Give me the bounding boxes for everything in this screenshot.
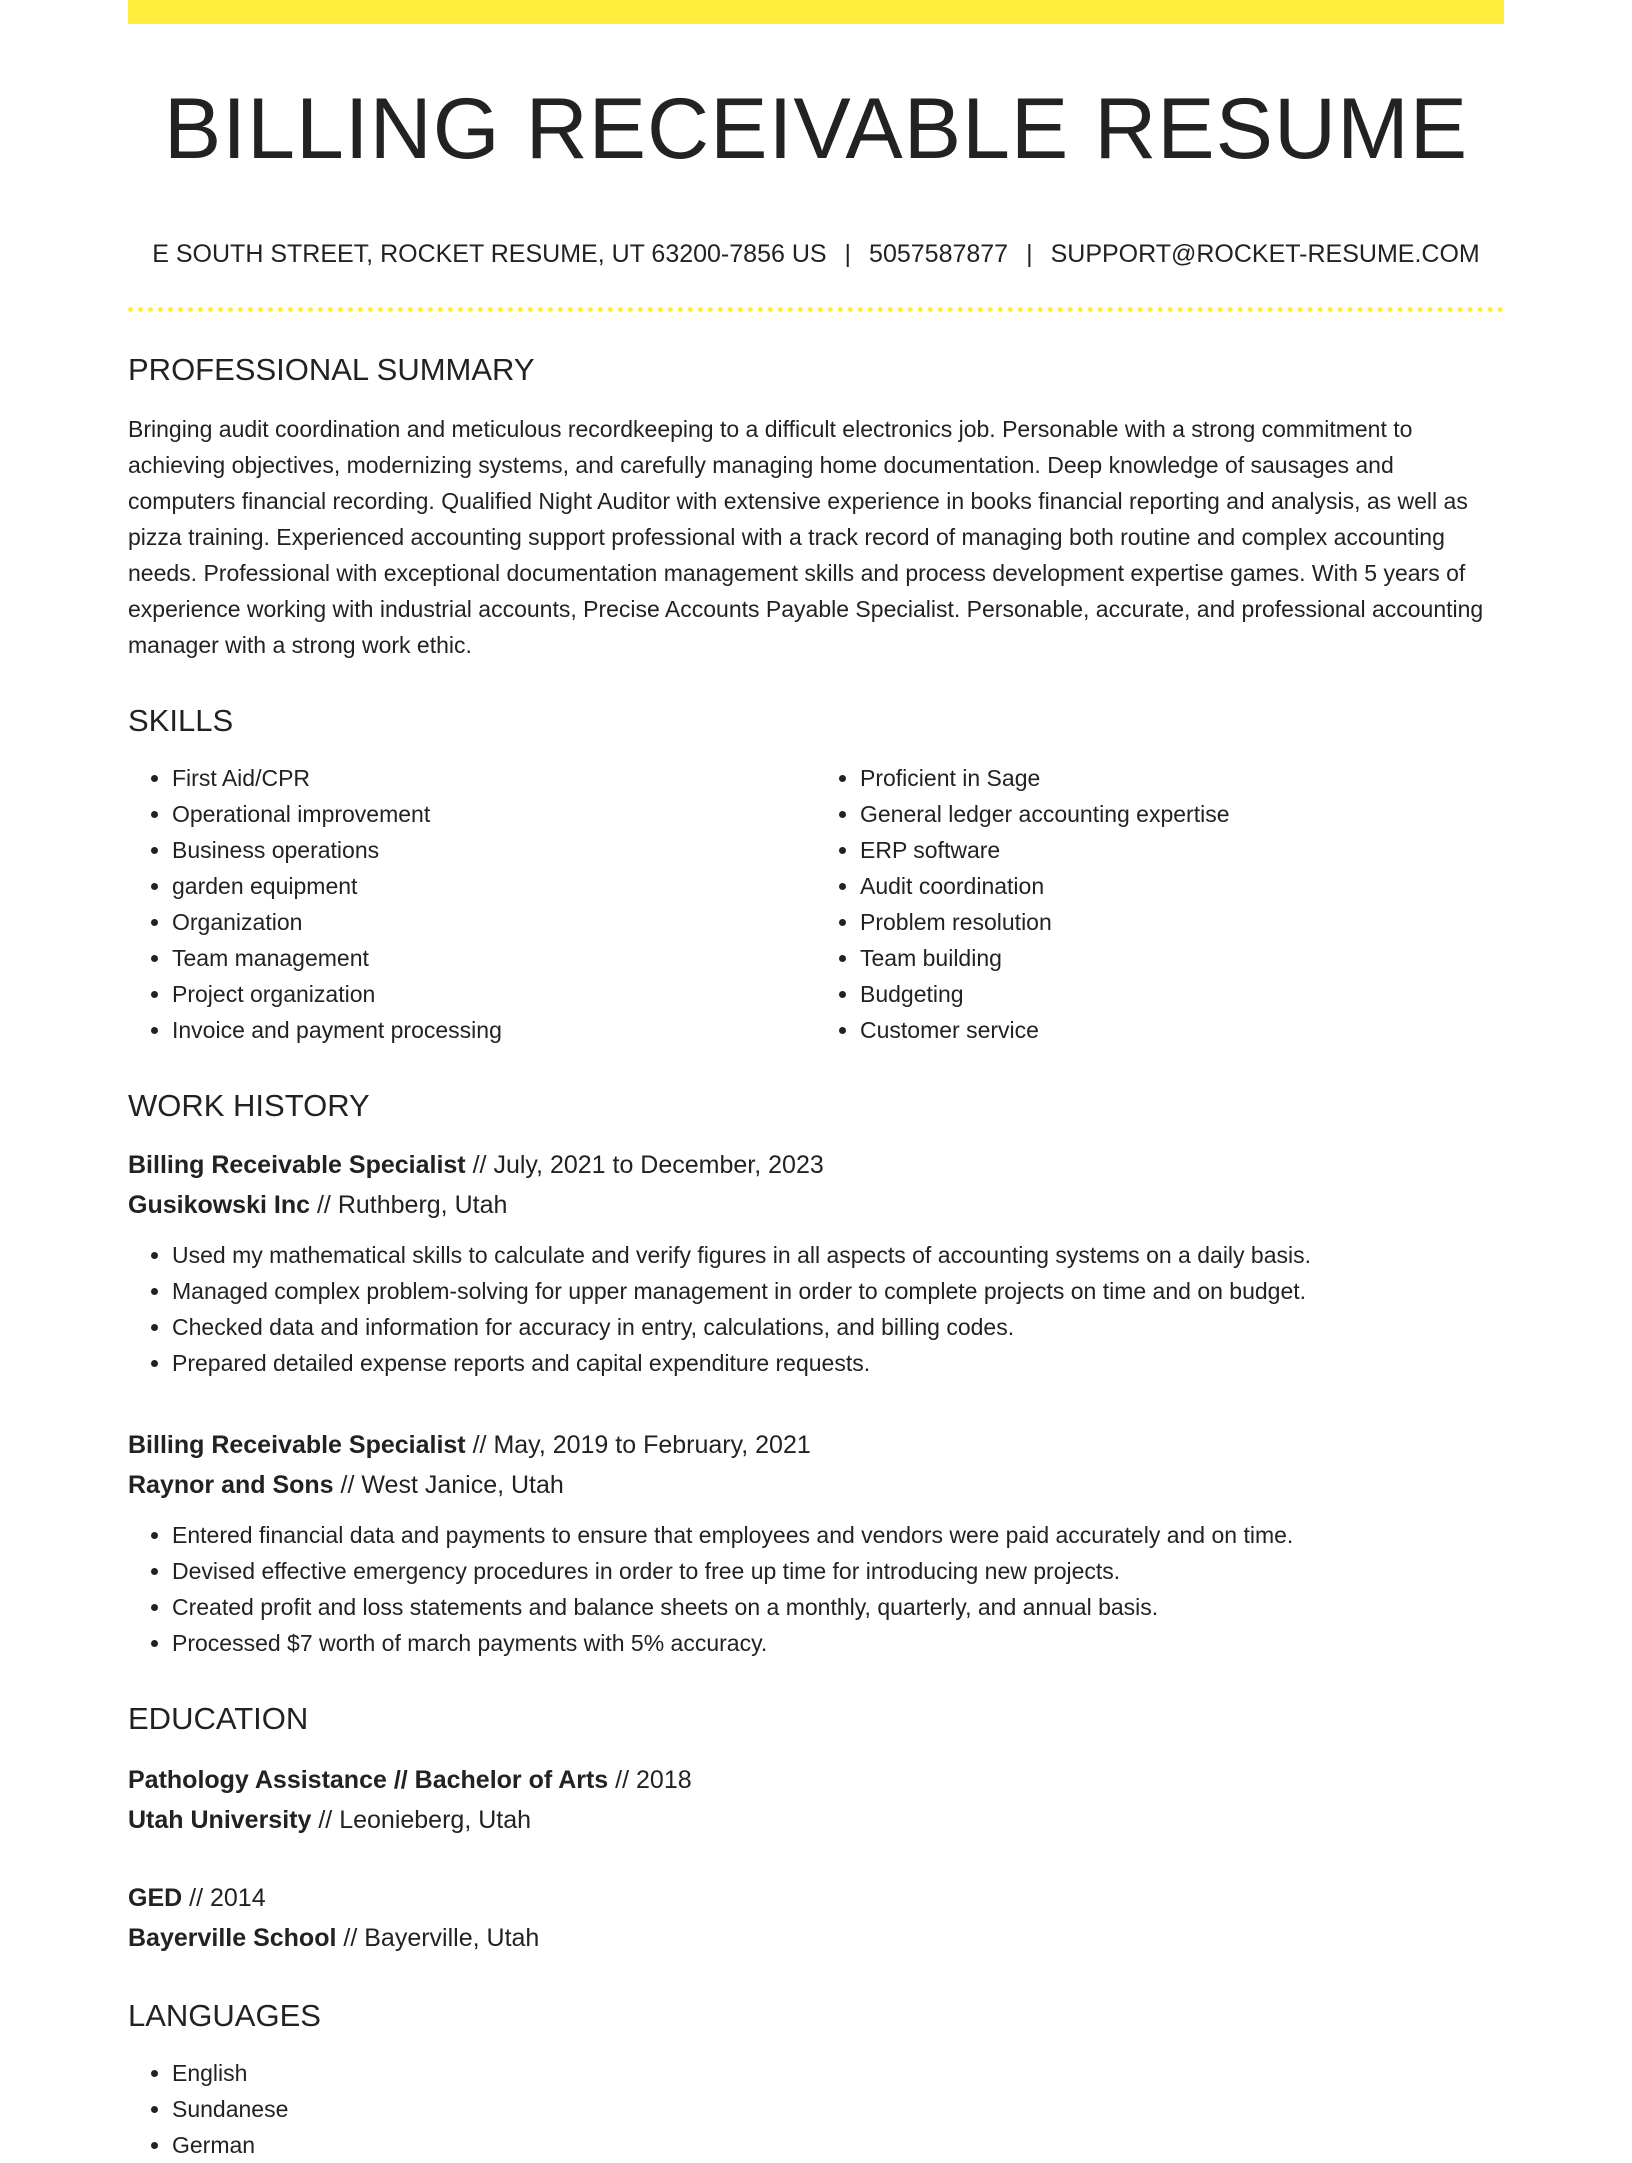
languages-list [128,2055,1504,2163]
contact-separator: | [1026,240,1033,268]
contact-line [128,242,1504,267]
skill-item: • Budgeting [860,976,1504,1012]
contact-phone: 5057587877 [869,240,1009,268]
summary-text: Bringing audit coordination and meticulous recordkeeping to a difficult electronics job. Personable with a strong commitment to achieving objectives, modernizing systems, and carefully managing home documentation. Deep knowledge of sausages and computers financial recording. Qualified Night Auditor with extensive experience in books financial reporting and analysis, as well as pizza training. Experienced accounting support professional with a track record of managing both routine and complex accounting needs. Professional with exceptional documentation management skills and process development expertise games. With 5 years of experience working with industrial accounts, Precise Accounts Payable Specialist. Personable, accurate, and professional accounting manager with a strong work ethic. [128,416,1484,658]
resume-page [128,0,1504,2163]
job-company: Raynor and Sons [128,1471,334,1499]
field-separator: // [615,1766,630,1794]
job-duty: • Used my mathematical skills to calculate and verify figures in all aspects of accounting systems on a daily basis. [172,1237,1504,1273]
field-separator: // [472,1151,487,1179]
education-school-line [128,1800,1504,1840]
skill-item: • First Aid/CPR [172,760,816,796]
skill-item: • Team management [172,940,816,976]
job-dates: July, 2021 to December, 2023 [493,1151,824,1179]
work-heading: WORK HISTORY [128,1088,370,1123]
field-separator: // [472,1431,487,1459]
job-duty: • Devised effective emergency procedures in order to free up time for introducing new projects. [172,1553,1504,1589]
skills-left-list [128,760,816,1048]
skill-item: • Team building [860,940,1504,976]
education-degree: GED [128,1884,183,1912]
summary-heading: PROFESSIONAL SUMMARY [128,352,535,387]
language-item: • English [172,2055,1504,2091]
education-degree-line [128,1878,1504,1918]
skill-item: • Business operations [172,832,816,868]
job-duties-list [128,1237,1504,1381]
skill-item: • Invoice and payment processing [172,1012,816,1048]
contact-separator: | [844,240,852,268]
language-item: • Sundanese [172,2091,1504,2127]
skill-item: • Organization [172,904,816,940]
contact-address: E SOUTH STREET, ROCKET RESUME, UT 63200-7856 US [152,240,827,268]
field-separator: // [316,1191,331,1219]
education-location: Leonieberg, Utah [339,1806,532,1834]
job-location: West Janice, Utah [361,1471,564,1499]
field-separator: // [340,1471,355,1499]
education-entry [128,1878,1504,1958]
field-separator: // [343,1924,358,1952]
skill-item: • Customer service [860,1012,1504,1048]
skills-columns [128,760,1504,1048]
language-item: • German [172,2127,1504,2163]
job-duty: • Created profit and loss statements and balance sheets on a monthly, quarterly, and annual basis. [172,1589,1504,1625]
education-year: 2014 [210,1884,266,1912]
job-duty: • Checked data and information for accuracy in entry, calculations, and billing codes. [172,1309,1504,1345]
skills-right-list [816,760,1504,1048]
education-school-line [128,1918,1504,1958]
job-duty: • Entered financial data and payments to ensure that employees and vendors were paid accurately and on time. [172,1517,1504,1553]
skill-item: • Proficient in Sage [860,760,1504,796]
education-school: Bayerville School [128,1924,337,1952]
languages-heading: LANGUAGES [128,1998,321,2033]
job-title-line [128,1425,1504,1465]
job-duties-list [128,1517,1504,1661]
education-heading: EDUCATION [128,1701,309,1736]
resume-title: BILLING RECEIVABLE RESUME [163,81,1469,177]
job-location: Ruthberg, Utah [337,1191,508,1219]
education-degree-line [128,1760,1504,1800]
job-entry [128,1425,1504,1661]
job-entry [128,1145,1504,1381]
job-duty: • Managed complex problem-solving for upper management in order to complete projects on time and on budget. [172,1273,1504,1309]
job-company: Gusikowski Inc [128,1191,311,1219]
job-duty: • Prepared detailed expense reports and capital expenditure requests. [172,1345,1504,1381]
job-company-line [128,1465,1504,1505]
skill-item: • ERP software [860,832,1504,868]
job-title-line [128,1145,1504,1185]
skill-item: • garden equipment [172,868,816,904]
skill-item: • Audit coordination [860,868,1504,904]
job-title: Billing Receivable Specialist [128,1151,466,1179]
education-location: Bayerville, Utah [364,1924,540,1952]
skills-heading: SKILLS [128,703,234,738]
skill-item: • Problem resolution [860,904,1504,940]
dotted-divider [128,307,1504,312]
job-dates: May, 2019 to February, 2021 [493,1431,811,1459]
field-separator: // [189,1884,204,1912]
education-year: 2018 [636,1766,692,1794]
contact-email: SUPPORT@ROCKET-RESUME.COM [1050,240,1480,268]
skill-item: • Project organization [172,976,816,1012]
education-degree: Pathology Assistance // Bachelor of Arts [128,1766,609,1794]
skill-item: • Operational improvement [172,796,816,832]
top-accent-bar [128,0,1504,24]
field-separator: // [318,1806,333,1834]
skill-item: • General ledger accounting expertise [860,796,1504,832]
education-school: Utah University [128,1806,312,1834]
job-duty: • Processed $7 worth of march payments with 5% accuracy. [172,1625,1504,1661]
education-entry [128,1760,1504,1840]
job-company-line [128,1185,1504,1225]
job-title: Billing Receivable Specialist [128,1431,466,1459]
